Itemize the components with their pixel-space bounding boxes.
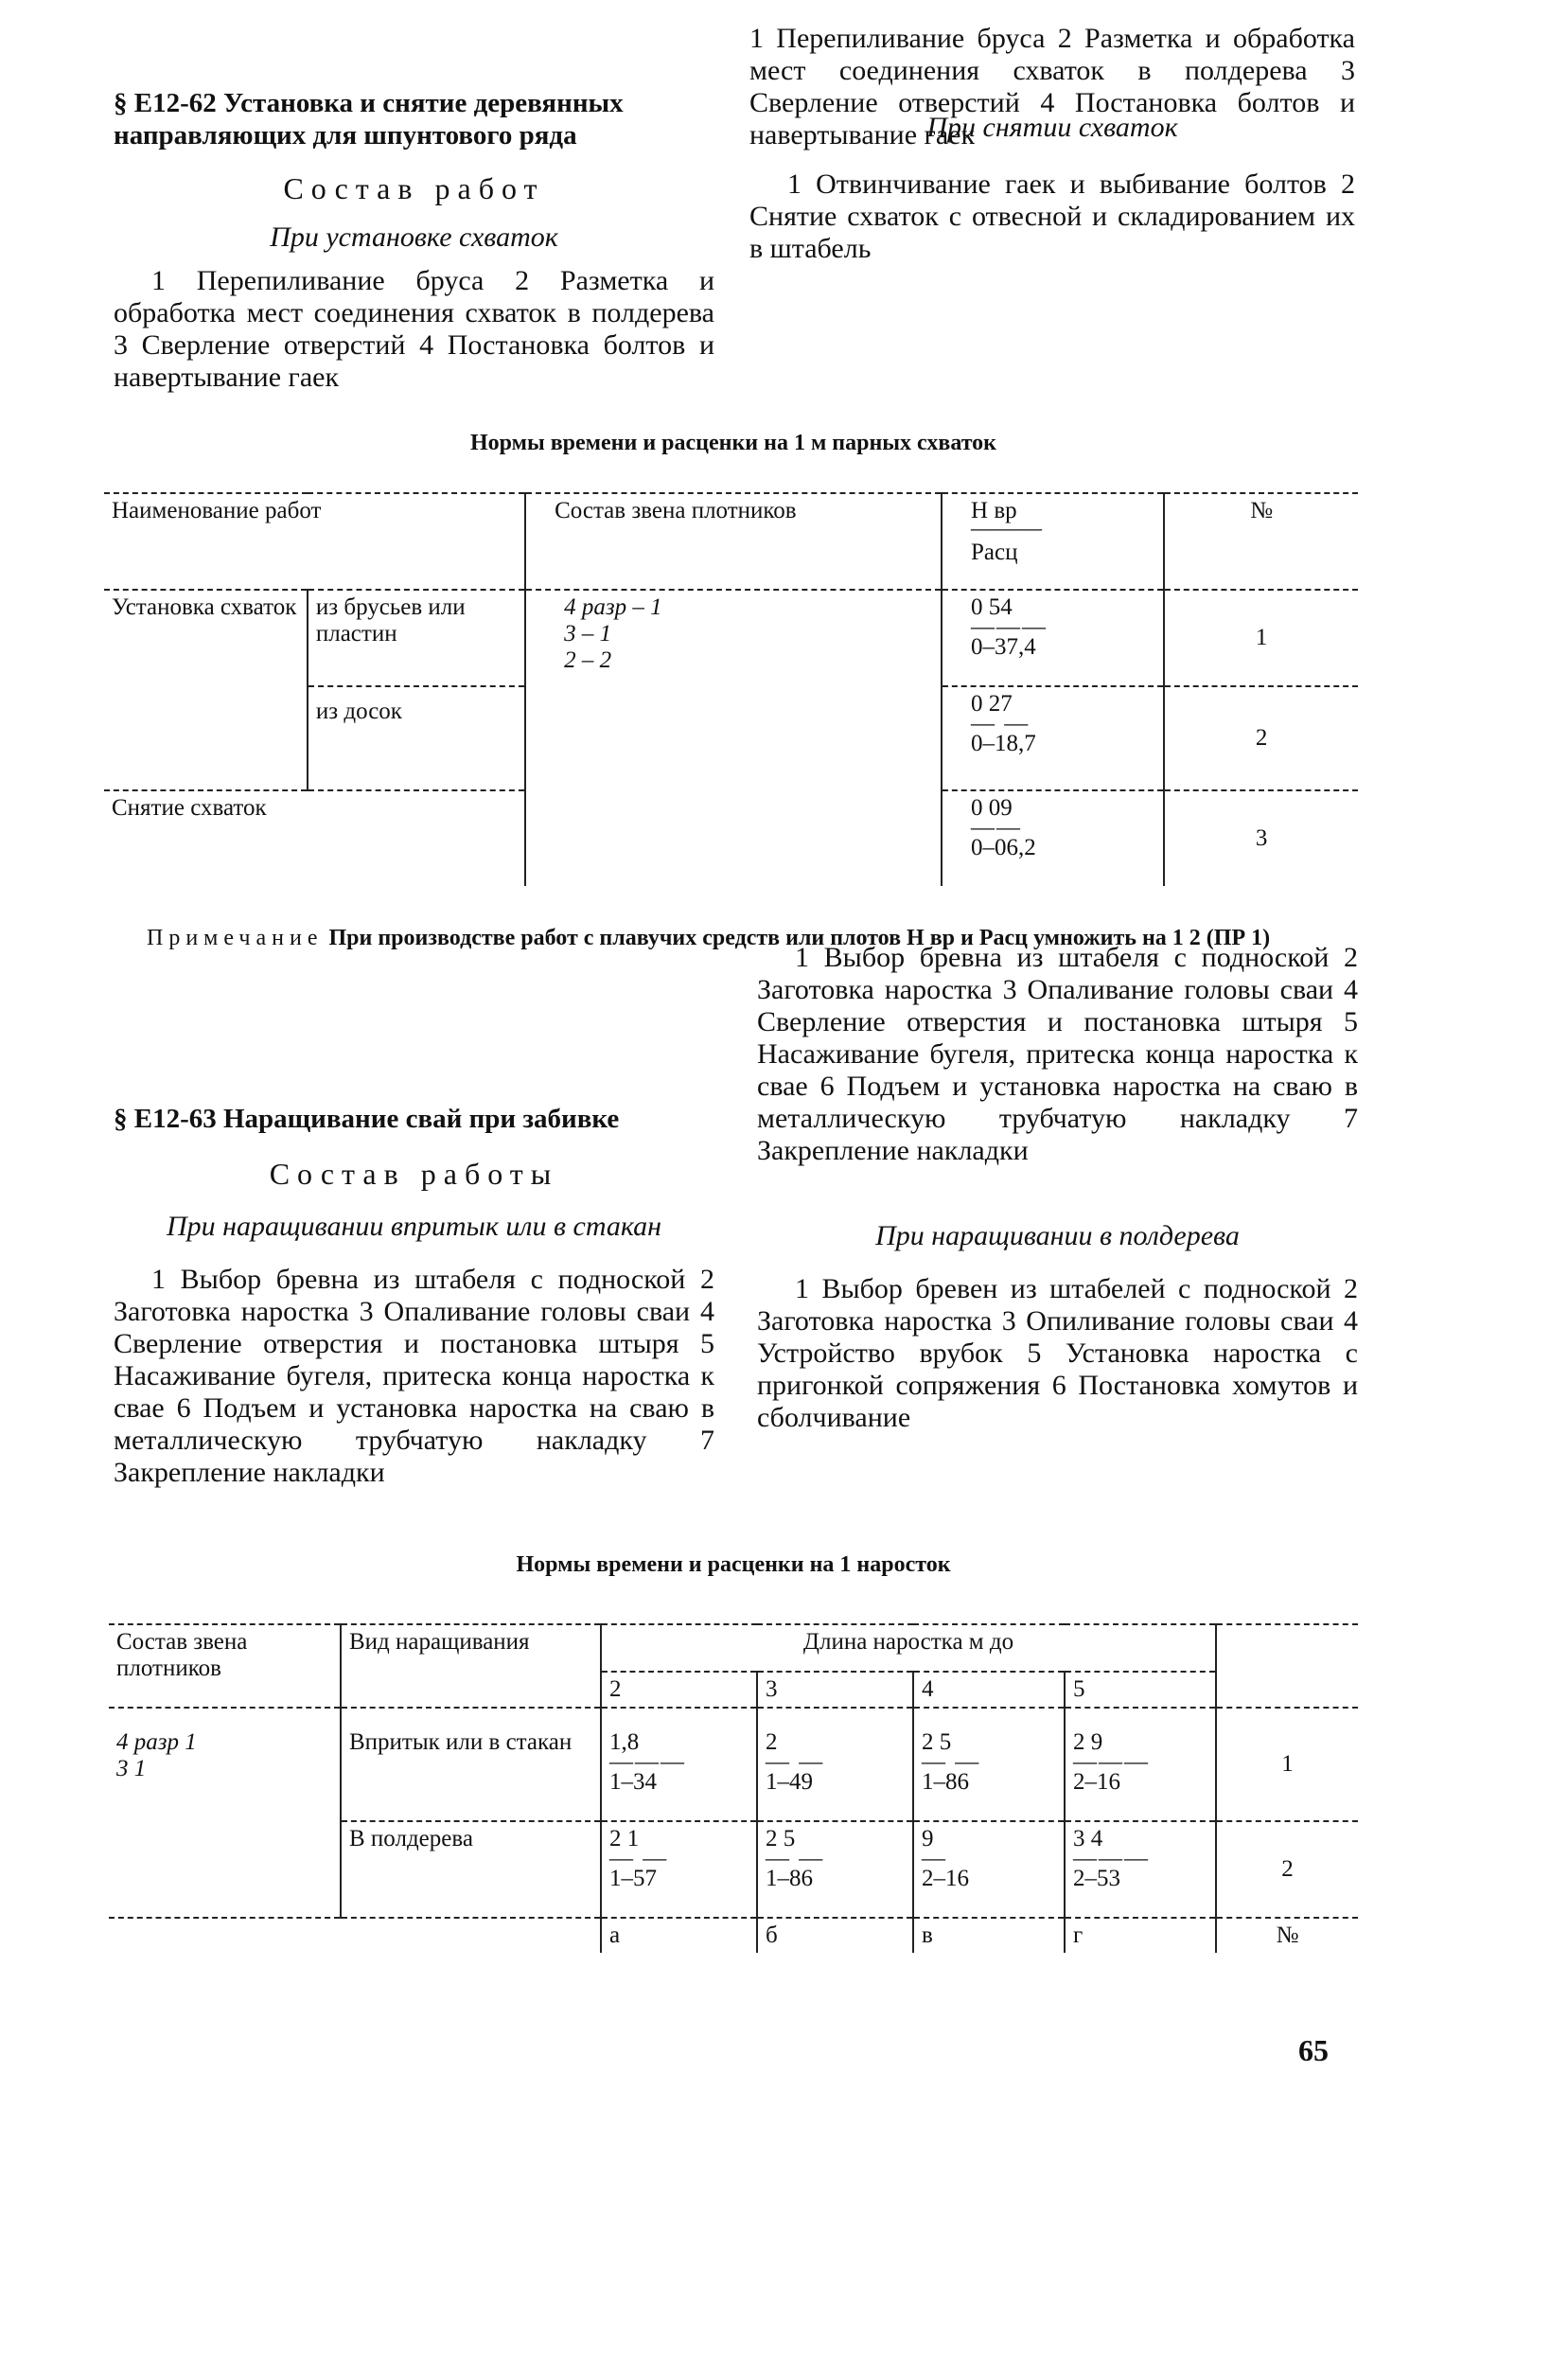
table1-divider-1: ——— — [971, 614, 1048, 640]
table2-letter-b: б — [757, 1918, 913, 1953]
table1-work-3: Снятие схваток — [104, 790, 525, 886]
table2-hvr-1-3: 2 5 — [922, 1729, 952, 1755]
table2 — [109, 1623, 1358, 1953]
sec63-composition-heading: Состав работы — [269, 1157, 559, 1191]
table1-header-divider: ——— — [971, 516, 1043, 541]
table1-hvr-2: 0 27 — [971, 691, 1013, 717]
sec63-right-column — [757, 942, 1358, 1434]
table2-letter-a: а — [601, 1918, 757, 1953]
table2-divider: — — [922, 1846, 947, 1871]
sec62-composition-heading: Состав работ — [283, 171, 545, 205]
sec63-title: § Е12-63 Наращивание свай при забивке — [114, 1104, 620, 1134]
table1-note-label: Примечание — [147, 926, 324, 950]
table2-hvr-1-4: 2 9 — [1073, 1729, 1103, 1755]
table1 — [104, 492, 1358, 886]
table1-num-1: 1 — [1164, 590, 1358, 686]
table1-crew — [525, 590, 942, 790]
table1-crew-3: 2 – 2 — [564, 647, 612, 673]
table2-cell-2-4 — [1065, 1821, 1216, 1918]
table2-length-4: 5 — [1065, 1672, 1216, 1708]
table2-cell-2-1 — [601, 1821, 757, 1918]
page-number: 65 — [1298, 2033, 1329, 2067]
table2-crew-1: 4 разр 1 — [116, 1729, 197, 1755]
table1-norm-3 — [942, 790, 1164, 886]
sec63-text-1-tail: 1 Выбор бревна из штабеля с подноской 2 Заготовка наростка 3 Опаливание головы сваи 4 Сверление отверстия и постановка штыря 5 Насаживание бугеля, притеска конца наростка к свае 6 Подъем и установка наростка на сваю в металлическую трубчатую накладку 7 Закрепление накладки — [757, 942, 1358, 1166]
table2-divider: ——— — [1073, 1846, 1150, 1871]
table1-rasc-3: 0–06,2 — [971, 835, 1036, 860]
sec63-left-column — [114, 1103, 714, 1488]
table2-cell-2-2 — [757, 1821, 913, 1918]
table2-rasc-2-4: 2–53 — [1073, 1866, 1120, 1891]
table2-divider: ——— — [1073, 1749, 1150, 1775]
table1-crew-1: 4 разр – 1 — [564, 594, 662, 620]
table2-header-crew: Состав звена плотников — [109, 1624, 341, 1708]
sec62-remove-text: 1 Отвинчивание гаек и выбивание болтов 2 Снятие схваток с отвесной и складированием их в штабель — [749, 168, 1355, 264]
table1-material-2: из досок — [308, 686, 525, 790]
table1-num-2: 2 — [1164, 686, 1358, 790]
table2-letter-num: № — [1216, 1918, 1358, 1953]
sec62-right-column — [749, 23, 1355, 265]
table-row — [109, 1708, 1358, 1821]
table2-num-1: 1 — [1216, 1708, 1358, 1821]
table1-install-label: Установка схваток — [104, 590, 308, 790]
table1-note-text: При производстве работ с плавучих средств или плотов Н вр и Расц умножить на 1 2 (ПР 1) — [328, 926, 1271, 950]
table2-hvr-2-3: 9 — [922, 1826, 934, 1851]
sec62-title: § Е12-62 Установка и снятие деревянных направляющих для шпунтового ряда — [114, 88, 624, 151]
sec63-text-2: 1 Выбор бревен из штабелей с подноской 2 Заготовка наростка 3 Опиливание головы сваи 4 Устройство врубок 5 Установка наростка с пригонкой сопряжения 6 Постановка хомутов и сболчивание — [757, 1273, 1358, 1433]
table2-length-2: 3 — [757, 1672, 913, 1708]
sec62-left-column — [114, 87, 714, 393]
table2-divider: — — — [766, 1846, 825, 1871]
table2-cell-1-4 — [1065, 1708, 1216, 1821]
table2-letter-blank-1 — [109, 1918, 341, 1953]
table1-header-rasc: Расц — [971, 540, 1018, 565]
table2-rasc-2-1: 1–57 — [609, 1866, 657, 1891]
table2-crew-2: 3 1 — [116, 1756, 147, 1781]
table1-rasc-1: 0–37,4 — [971, 634, 1036, 660]
table2-letter-blank-2 — [341, 1918, 601, 1953]
table2-divider: — — — [922, 1749, 981, 1775]
table2-rasc-2-2: 1–86 — [766, 1866, 813, 1891]
table1-material-1: из брусьев или пластин — [308, 590, 525, 686]
table-row — [104, 790, 1358, 886]
table1-hvr-3: 0 09 — [971, 795, 1013, 821]
sec63-head-1: При наращивании впритык или в стакан — [166, 1211, 662, 1242]
sec62-remove-heading: При снятии схваток — [926, 112, 1178, 143]
table2-rasc-1-4: 2–16 — [1073, 1769, 1120, 1795]
table2-num-2: 2 — [1216, 1821, 1358, 1918]
table2-divider: — — — [766, 1749, 825, 1775]
table2-cell-2-3 — [913, 1821, 1065, 1918]
table1-hvr-1: 0 54 — [971, 594, 1013, 620]
table2-hvr-2-1: 2 1 — [609, 1826, 640, 1851]
table2-cell-1-2 — [757, 1708, 913, 1821]
table2-letter-g: г — [1073, 1922, 1084, 1948]
table2-hvr-1-2: 2 — [766, 1729, 778, 1755]
table1-norm-2 — [942, 686, 1164, 790]
table2-rasc-1-2: 1–49 — [766, 1769, 813, 1795]
table1-crew-empty — [525, 790, 942, 886]
table2-header-type: Вид наращивания — [341, 1624, 601, 1708]
table2-letter-row — [109, 1918, 1358, 1953]
sec63-text-1 — [114, 1264, 714, 1488]
table2-rasc-1-1: 1–34 — [609, 1769, 657, 1795]
table2-hvr-2-4: 3 4 — [1073, 1826, 1103, 1851]
table1-header-num: № — [1164, 493, 1358, 590]
table2-header-length: Длина наростка м до — [601, 1624, 1216, 1672]
table1-norm-1 — [942, 590, 1164, 686]
table2-cell-1-1 — [601, 1708, 757, 1821]
table2-length-3: 4 — [913, 1672, 1065, 1708]
sec62-install-text-content: 1 Перепиливание бруса 2 Разметка и обработка мест соединения схваток в полдерева 3 Сверление отверстий 4 Постановка болтов и навертывание гаек — [114, 265, 714, 393]
sec63-text-1-continuation — [757, 942, 1358, 1199]
table2-type-1: Впритык или в стакан — [341, 1708, 601, 1821]
table1-header-hvr: Н вр — [971, 498, 1017, 523]
table1-divider-3: —— — [971, 815, 1023, 841]
table1-header-work: Наименование работ — [104, 493, 525, 590]
table1-header-row — [104, 493, 1358, 590]
table1-header-norms — [942, 493, 1164, 590]
sec62-install-text-tail: 1 Перепиливание бруса 2 Разметка и обработка мест соединения схваток в полдерева 3 Сверление отверстий 4 Постановка болтов и навертывание гаек — [749, 23, 1355, 151]
table2-divider: ——— — [609, 1749, 686, 1775]
table1-header-crew: Состав звена плотников — [525, 493, 942, 590]
table-row — [104, 590, 1358, 686]
table2-divider: — — — [609, 1846, 669, 1871]
table2-length-1: 2 — [601, 1672, 757, 1708]
table2-cell-1-3 — [913, 1708, 1065, 1821]
sec62-install-text — [114, 265, 714, 393]
table2-type-2: В полдерева — [341, 1821, 601, 1918]
sec62-install-heading: При установке схваток — [270, 221, 558, 253]
sec63-head-2: При наращивании в полдерева — [875, 1220, 1240, 1251]
table2-hvr-2-2: 2 5 — [766, 1826, 796, 1851]
table1-rasc-2: 0–18,7 — [971, 731, 1036, 756]
table1-crew-2: 3 – 1 — [564, 621, 612, 647]
table2-rasc-1-3: 1–86 — [922, 1769, 969, 1795]
table1-num-3: 3 — [1255, 825, 1268, 851]
table2-caption: Нормы времени и расценки на 1 наросток — [516, 1552, 951, 1577]
table2-letter-v: в — [913, 1918, 1065, 1953]
table2-crew — [109, 1708, 341, 1918]
table1-caption: Нормы времени и расценки на 1 м парных схваток — [469, 431, 997, 455]
sec63-text-1-content: 1 Выбор бревна из штабеля с подноской 2 Заготовка наростка 3 Опаливание головы сваи 4 Сверление отверстия и постановка штыря 5 Насаживание бугеля, притеска конца наростка к свае 6 Подъем и установка наростка на сваю в металлическую трубчатую накладку 7 Закрепление накладки — [114, 1264, 714, 1488]
table2-header-row — [109, 1624, 1358, 1672]
table2-header-blank — [1216, 1624, 1358, 1708]
table2-rasc-2-3: 2–16 — [922, 1866, 969, 1891]
table2-hvr-1-1: 1,8 — [609, 1729, 640, 1755]
table1-divider-2: — — — [971, 711, 1031, 736]
